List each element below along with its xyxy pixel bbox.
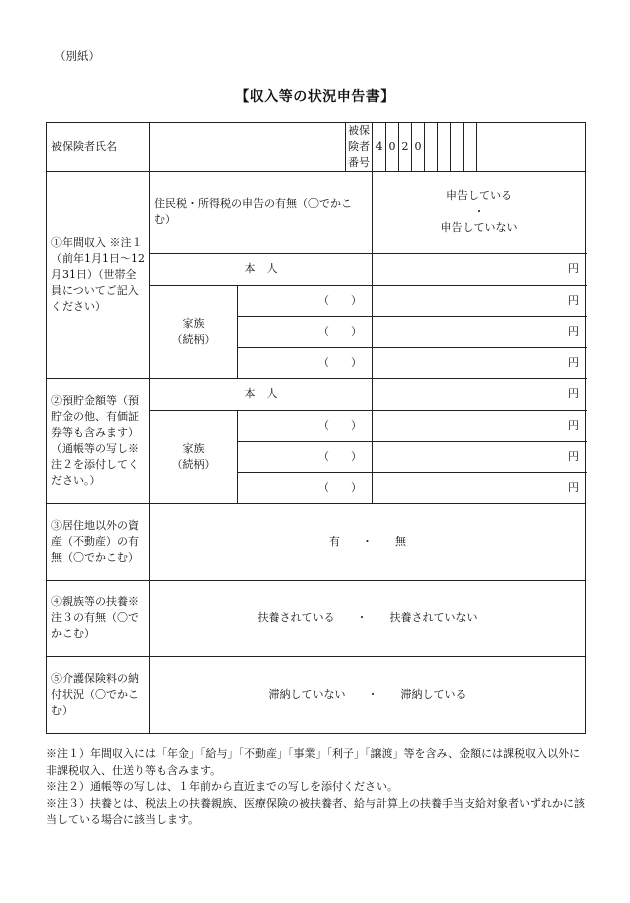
footnotes (46, 746, 586, 829)
dependency-row (47, 580, 586, 656)
number-digit-3[interactable]: 2 (399, 123, 412, 172)
annual-income-label: ①年間収入 ※注１（前年1月1日～12月31日）（世帯全員についてご記入ください） (47, 171, 150, 378)
income-family-amount-2[interactable]: 円 (373, 316, 586, 347)
annual-income-tax-row (47, 171, 586, 253)
savings-family-amount-3[interactable]: 円 (373, 472, 586, 503)
income-family-relation-1[interactable]: （ ） (238, 285, 373, 316)
number-digit-9[interactable] (477, 123, 586, 172)
income-family-text: 家族 (182, 316, 205, 330)
number-digit-6[interactable] (438, 123, 451, 172)
savings-family-text: 家族 (182, 441, 205, 455)
other-assets-options[interactable]: 有 ・ 無 (150, 503, 586, 580)
income-relation-text: （続柄） (171, 332, 216, 346)
income-family-relation-2[interactable]: （ ） (238, 316, 373, 347)
other-assets-label: ③居住地以外の資産（不動産）の有無（〇でかこむ） (47, 503, 150, 580)
income-family-label (150, 285, 238, 378)
dependency-options[interactable]: 扶養されている ・ 扶養されていない (150, 580, 586, 656)
savings-family-relation-3[interactable]: （ ） (238, 472, 373, 503)
tax-option-dot: ・ (473, 205, 485, 219)
premium-payment-label: ⑤介護保険料の納付状況（〇でかこむ） (47, 656, 150, 733)
savings-family-relation-1[interactable]: （ ） (238, 410, 373, 441)
insured-name-label: 被保険者氏名 (47, 123, 150, 172)
income-family-relation-3[interactable]: （ ） (238, 347, 373, 378)
savings-family-label (150, 410, 238, 503)
savings-family-amount-2[interactable]: 円 (373, 441, 586, 472)
number-digit-4[interactable]: 0 (412, 123, 425, 172)
tax-declaration-question: 住民税・所得税の申告の有無（〇でかこむ） (150, 171, 373, 253)
tax-declaration-options[interactable] (373, 171, 586, 253)
number-digit-1[interactable]: 4 (373, 123, 386, 172)
other-assets-row (47, 503, 586, 580)
savings-self-row (47, 378, 586, 410)
number-digit-8[interactable] (464, 123, 477, 172)
number-digit-7[interactable] (451, 123, 464, 172)
footnote-3: ※注３）扶養とは、税法上の扶養親族、医療保険の被扶養者、給与計算上の扶養手当支給対象者いずれかに該当している場合に該当します。 (46, 796, 585, 826)
savings-family-relation-2[interactable]: （ ） (238, 441, 373, 472)
insured-number-label: 被保険者番号 (346, 123, 373, 172)
tax-option-not-declared[interactable]: 申告していない (440, 221, 518, 235)
footnote-2: ※注２）通帳等の写しは、１年前から直近までの写しを添付ください。 (46, 780, 398, 793)
number-digit-5[interactable] (425, 123, 438, 172)
footnote-1: ※注１）年間収入には「年金」「給与」「不動産」「事業」「利子」「譲渡」等を含み、金額には課税収入以外に非課税収入、仕送り等も含みます。 (46, 747, 581, 777)
savings-family-amount-1[interactable]: 円 (373, 410, 586, 441)
income-family-amount-1[interactable]: 円 (373, 285, 586, 316)
savings-self-amount[interactable]: 円 (373, 378, 586, 410)
premium-payment-row (47, 656, 586, 733)
savings-self-label: 本 人 (150, 378, 373, 410)
income-self-label: 本 人 (150, 253, 373, 285)
savings-relation-text: （続柄） (171, 457, 216, 471)
income-declaration-form (46, 122, 586, 734)
form-title: 【収入等の状況申告書】 (235, 89, 395, 105)
header-row (47, 123, 586, 172)
savings-label: ②預貯金額等（預貯金の他、有価証券等も含みます）（通帳等の写し※注２を添付してください。） (47, 378, 150, 503)
income-self-amount[interactable]: 円 (373, 253, 586, 285)
income-family-amount-3[interactable]: 円 (373, 347, 586, 378)
attachment-label: （別紙） (54, 49, 100, 63)
number-digit-2[interactable]: 0 (386, 123, 399, 172)
tax-option-declared[interactable]: 申告している (446, 189, 513, 203)
insured-name-field[interactable] (150, 123, 346, 172)
dependency-label: ④親族等の扶養※注３の有無（〇でかこむ） (47, 580, 150, 656)
premium-payment-options[interactable]: 滞納していない ・ 滞納している (150, 656, 586, 733)
